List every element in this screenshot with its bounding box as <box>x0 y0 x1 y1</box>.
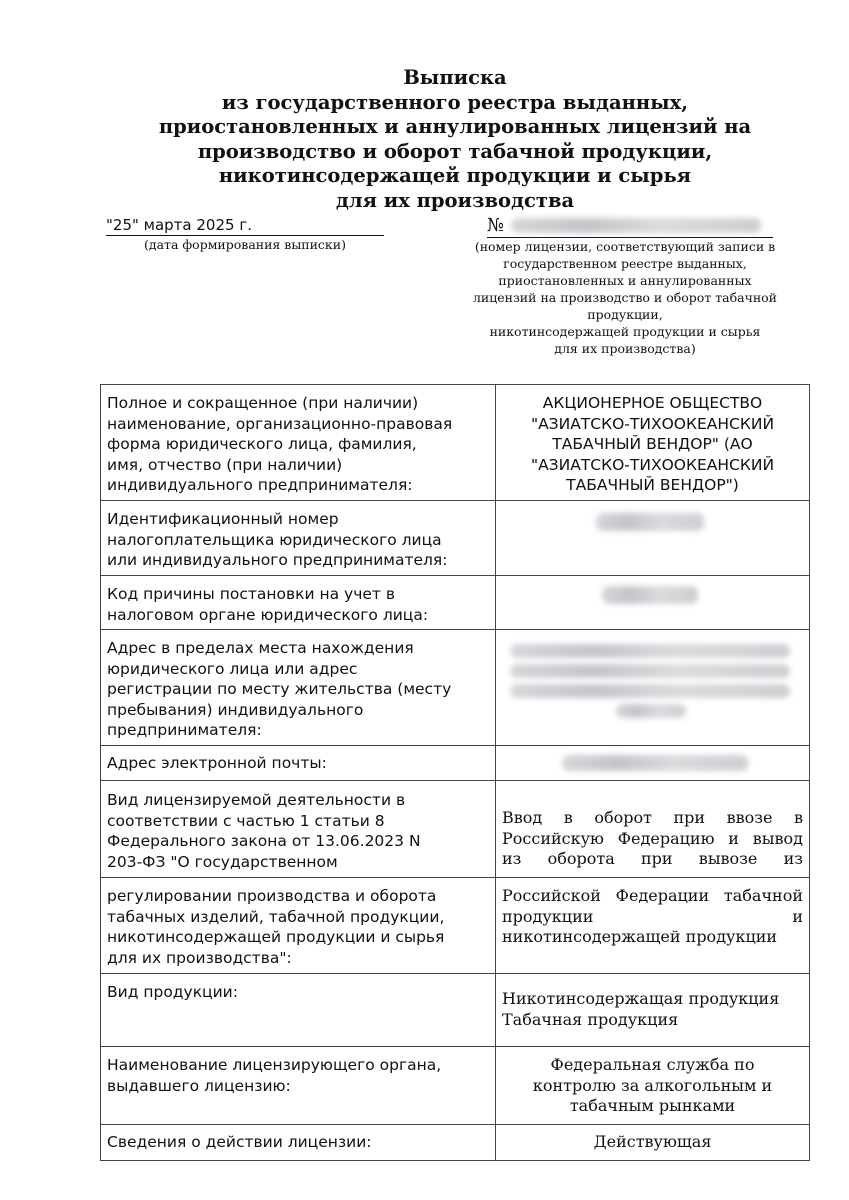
redacted-address-line <box>510 644 790 658</box>
value-line: из оборота при вывозе из <box>502 849 803 868</box>
label-inn <box>101 501 496 576</box>
row-kpp <box>101 576 810 630</box>
redacted-license-number <box>511 218 761 233</box>
title-line: никотинсодержащей продукции и сырья <box>218 164 692 187</box>
extract-date-caption: (дата формирования выписки) <box>144 237 346 252</box>
value-line: ТАБАЧНЫЙ ВЕНДОР") <box>566 476 739 494</box>
value-line: Никотинсодержащая продукция <box>502 989 780 1008</box>
redacted-kpp <box>602 586 698 604</box>
value-line: ТАБАЧНЫЙ ВЕНДОР" (АО <box>552 435 753 453</box>
title-line: из государственного реестра выданных, <box>221 90 689 114</box>
value-license-status <box>496 1125 810 1161</box>
value-line: Федеральная служба по <box>550 1055 755 1074</box>
caption-line: приостановленных и аннулированных <box>498 273 752 288</box>
title-line: приостановленных и аннулированных лицензий на <box>158 115 752 138</box>
value-kpp-redacted <box>496 576 810 630</box>
value-line: АКЦИОНЕРНОЕ ОБЩЕСТВО <box>542 394 763 412</box>
label-line: 203-ФЗ "О государственном <box>107 852 338 871</box>
value-address-redacted <box>496 630 810 746</box>
label-license-status <box>101 1125 496 1161</box>
license-details-table <box>100 384 810 1161</box>
label-line: регистрации по месту жительства (месту <box>107 680 452 698</box>
redacted-address-line <box>510 684 790 698</box>
label-line: Полное и сокращенное (при наличии) <box>107 394 419 412</box>
row-address <box>101 630 810 746</box>
value-inn-redacted <box>496 501 810 576</box>
row-organization-name <box>101 385 810 501</box>
value-licensing-authority <box>496 1047 810 1125</box>
label-line: для их производства": <box>107 948 292 967</box>
status-badge: Действующая <box>593 1132 712 1151</box>
value-line: Ввод в оборот при ввозе в <box>502 808 803 827</box>
label-line: Федерального закона от 13.06.2023 N <box>107 832 421 850</box>
label-line: никотинсодержащей продукции и сырья <box>107 928 445 946</box>
caption-line: государственном реестре выданных, <box>503 256 747 271</box>
label-line: предпринимателя: <box>107 721 262 739</box>
redacted-inn <box>596 513 704 531</box>
value-line: никотинсодержащей продукции <box>502 927 778 946</box>
value-line: контролю за алкогольным и <box>532 1075 773 1095</box>
extract-date: "25" марта 2025 г. <box>106 216 384 236</box>
number-sign: № <box>487 215 505 236</box>
title-line: для их производства <box>335 188 575 212</box>
label-line: табачных изделий, табачной продукции, <box>107 907 445 926</box>
label-line: Адрес в пределах места нахождения <box>107 639 414 657</box>
value-email-redacted <box>496 746 810 781</box>
label-activity <box>101 781 496 878</box>
value-line: "АЗИАТСКО-ТИХООКЕАНСКИЙ <box>530 414 775 433</box>
license-number-field <box>487 214 773 238</box>
row-inn <box>101 501 810 576</box>
label-line: индивидуального предпринимателя: <box>107 476 413 494</box>
label-email <box>101 746 496 781</box>
label-line: наименование, организационно-правовая <box>107 414 453 433</box>
value-line: табачным рынками <box>569 1096 736 1115</box>
label-line: или индивидуального предпринимателя: <box>107 551 448 569</box>
license-number-caption <box>430 238 820 357</box>
label-line: имя, отчество (при наличии) <box>107 455 343 474</box>
row-email <box>101 746 810 781</box>
label-activity-continued <box>101 878 496 974</box>
value-line: Табачная продукция <box>502 1009 679 1029</box>
label-organization-name <box>101 385 496 501</box>
label-line: регулировании производства и оборота <box>107 887 437 905</box>
label-line: Вид лицензируемой деятельности в <box>107 791 406 809</box>
label-line: Наименование лицензирующего органа, <box>107 1056 442 1074</box>
label-licensing-authority <box>101 1047 496 1125</box>
label-line: пребывания) индивидуального <box>107 700 364 719</box>
redacted-address-line <box>510 664 790 678</box>
value-activity-continued <box>496 878 810 974</box>
title-line: производство и оборот табачной продукции, <box>197 139 713 163</box>
row-licensing-authority <box>101 1047 810 1125</box>
label-line: Код причины постановки на учет в <box>107 585 396 603</box>
label-line: Сведения о действии лицензии: <box>107 1133 372 1151</box>
value-activity <box>496 781 810 878</box>
label-line: Идентификационный номер <box>107 510 339 528</box>
redacted-email <box>562 755 748 771</box>
label-line: юридического лица или адрес <box>107 659 358 678</box>
caption-line: лицензий на производство и оборот табачной <box>472 290 778 305</box>
document-title <box>0 66 849 213</box>
label-line: налогоплательщика юридического лица <box>107 530 442 549</box>
label-line: выдавшего лицензию: <box>107 1076 291 1095</box>
label-line: форма юридического лица, фамилия, <box>107 435 417 453</box>
caption-line: для их производства) <box>554 341 696 356</box>
row-activity <box>101 781 810 878</box>
label-line: Адрес электронной почты: <box>107 754 327 772</box>
value-line: продукции и <box>502 906 803 926</box>
label-line: налоговом органе юридического лица: <box>107 605 429 624</box>
title-line: Выписка <box>403 66 507 89</box>
row-activity-continued <box>101 878 810 974</box>
value-organization-name <box>496 385 810 501</box>
row-license-status <box>101 1125 810 1161</box>
label-product-type <box>101 974 496 1047</box>
row-product-type <box>101 974 810 1047</box>
label-line: Вид продукции: <box>107 983 238 1001</box>
value-product-type <box>496 974 810 1047</box>
caption-line: (номер лицензии, соответствующий записи в <box>474 239 776 254</box>
label-line: соответствии с частью 1 статьи 8 <box>107 811 385 830</box>
label-kpp <box>101 576 496 630</box>
redacted-address-line <box>616 704 686 718</box>
caption-line: продукции, <box>587 307 663 322</box>
label-address <box>101 630 496 746</box>
value-line: Российскую Федерацию и вывод <box>502 828 803 848</box>
value-line: Российской Федерации табачной <box>502 886 803 905</box>
caption-line: никотинсодержащей продукции и сырья <box>489 324 761 339</box>
value-line: "АЗИАТСКО-ТИХООКЕАНСКИЙ <box>530 455 775 474</box>
